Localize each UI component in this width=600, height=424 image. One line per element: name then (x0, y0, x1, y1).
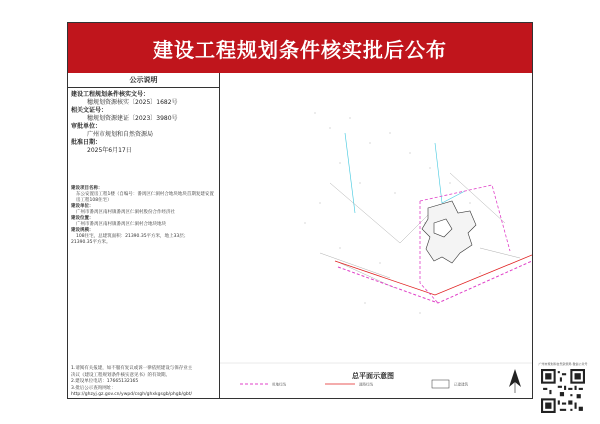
build-scale-label: 建设规模： (71, 228, 94, 233)
parcel-lines (320, 173, 520, 288)
qr-code-icon[interactable] (541, 369, 585, 413)
footnotes (71, 366, 217, 399)
footnote-line-3: 2.建设单位电话：17665132165 (71, 379, 139, 384)
build-unit-value: 广州市番禺区南村镇番禺区仁洞村股份合作经济社 (76, 210, 175, 215)
legend-title: 总平面示意图 (352, 372, 394, 380)
related-doc-label: 相关文证号： (71, 107, 108, 114)
legend-item-land: 用地红线 (272, 382, 286, 387)
legend-item-road: 道路红线 (359, 382, 373, 387)
site-plan-drawing (220, 73, 532, 398)
doc-number-label: 建设工程规划条件核实文号： (71, 91, 150, 98)
build-unit-label: 建设单位： (71, 204, 94, 209)
notice-panel (68, 73, 220, 398)
build-scale-value: 108住宅，总建筑面积：21390.35平方米，地上33层； (76, 234, 189, 239)
approver-label: 审批单位： (71, 123, 102, 130)
footnote-url[interactable]: http://ghzyj.gz.gov.cn/ywpd/csgh/ghxkgsgb/phgb/gbt/ (71, 392, 192, 397)
footnote-line-1: 1.请阅有关报建，如不服有复议或诉一律依照建设与保存业主 (71, 366, 193, 371)
project-details (71, 186, 217, 246)
notice-heading: 公示说明 (68, 73, 219, 88)
doc-number-value: 穗规划资源核实〔2025〕1682号 (87, 99, 178, 106)
approval-date-value: 2025年6月17日 (87, 147, 132, 154)
notice-body (68, 88, 219, 155)
build-scale-value-2: 21390.35平方米。 (71, 240, 111, 245)
legend (240, 380, 468, 388)
project-name-label: 建设项目名称： (71, 186, 103, 191)
road-redline (335, 255, 532, 295)
related-doc-value: 穗规划资源建证〔2023〕3980号 (87, 115, 178, 122)
cyan-boundary-lines (345, 133, 465, 213)
page-title: 建设工程规划条件核实批后公布 (153, 37, 447, 62)
notice-board (67, 22, 533, 399)
approval-date-label: 批准日期： (71, 139, 102, 146)
footnote-line-2: 决议《建设工程规划条件核实意见书》的有效期。 (71, 372, 170, 378)
north-arrow-icon (509, 369, 521, 393)
build-location-label: 建设位置： (71, 216, 94, 221)
approver-value: 广州市规划和自然资源局 (87, 131, 154, 138)
legend-item-building: 已建建筑 (454, 382, 468, 387)
title-banner (68, 23, 532, 73)
qr-caption: 广州市规划和自然资源局 微信公众号 (538, 362, 588, 366)
legend-building-swatch (432, 380, 449, 388)
build-location-value: 广州市番禺区南村镇番禺区仁洞村合地块地块 (76, 222, 166, 227)
project-name-value: 东公安置房工程1楼（自编号：番禺区仁洞村合地块地块首期复建安置房工程108住宅） (76, 192, 214, 203)
building-footprint (422, 201, 476, 263)
footnote-line-4: 3.批后公示查询网址： (71, 385, 116, 391)
site-plan-area (220, 73, 532, 398)
